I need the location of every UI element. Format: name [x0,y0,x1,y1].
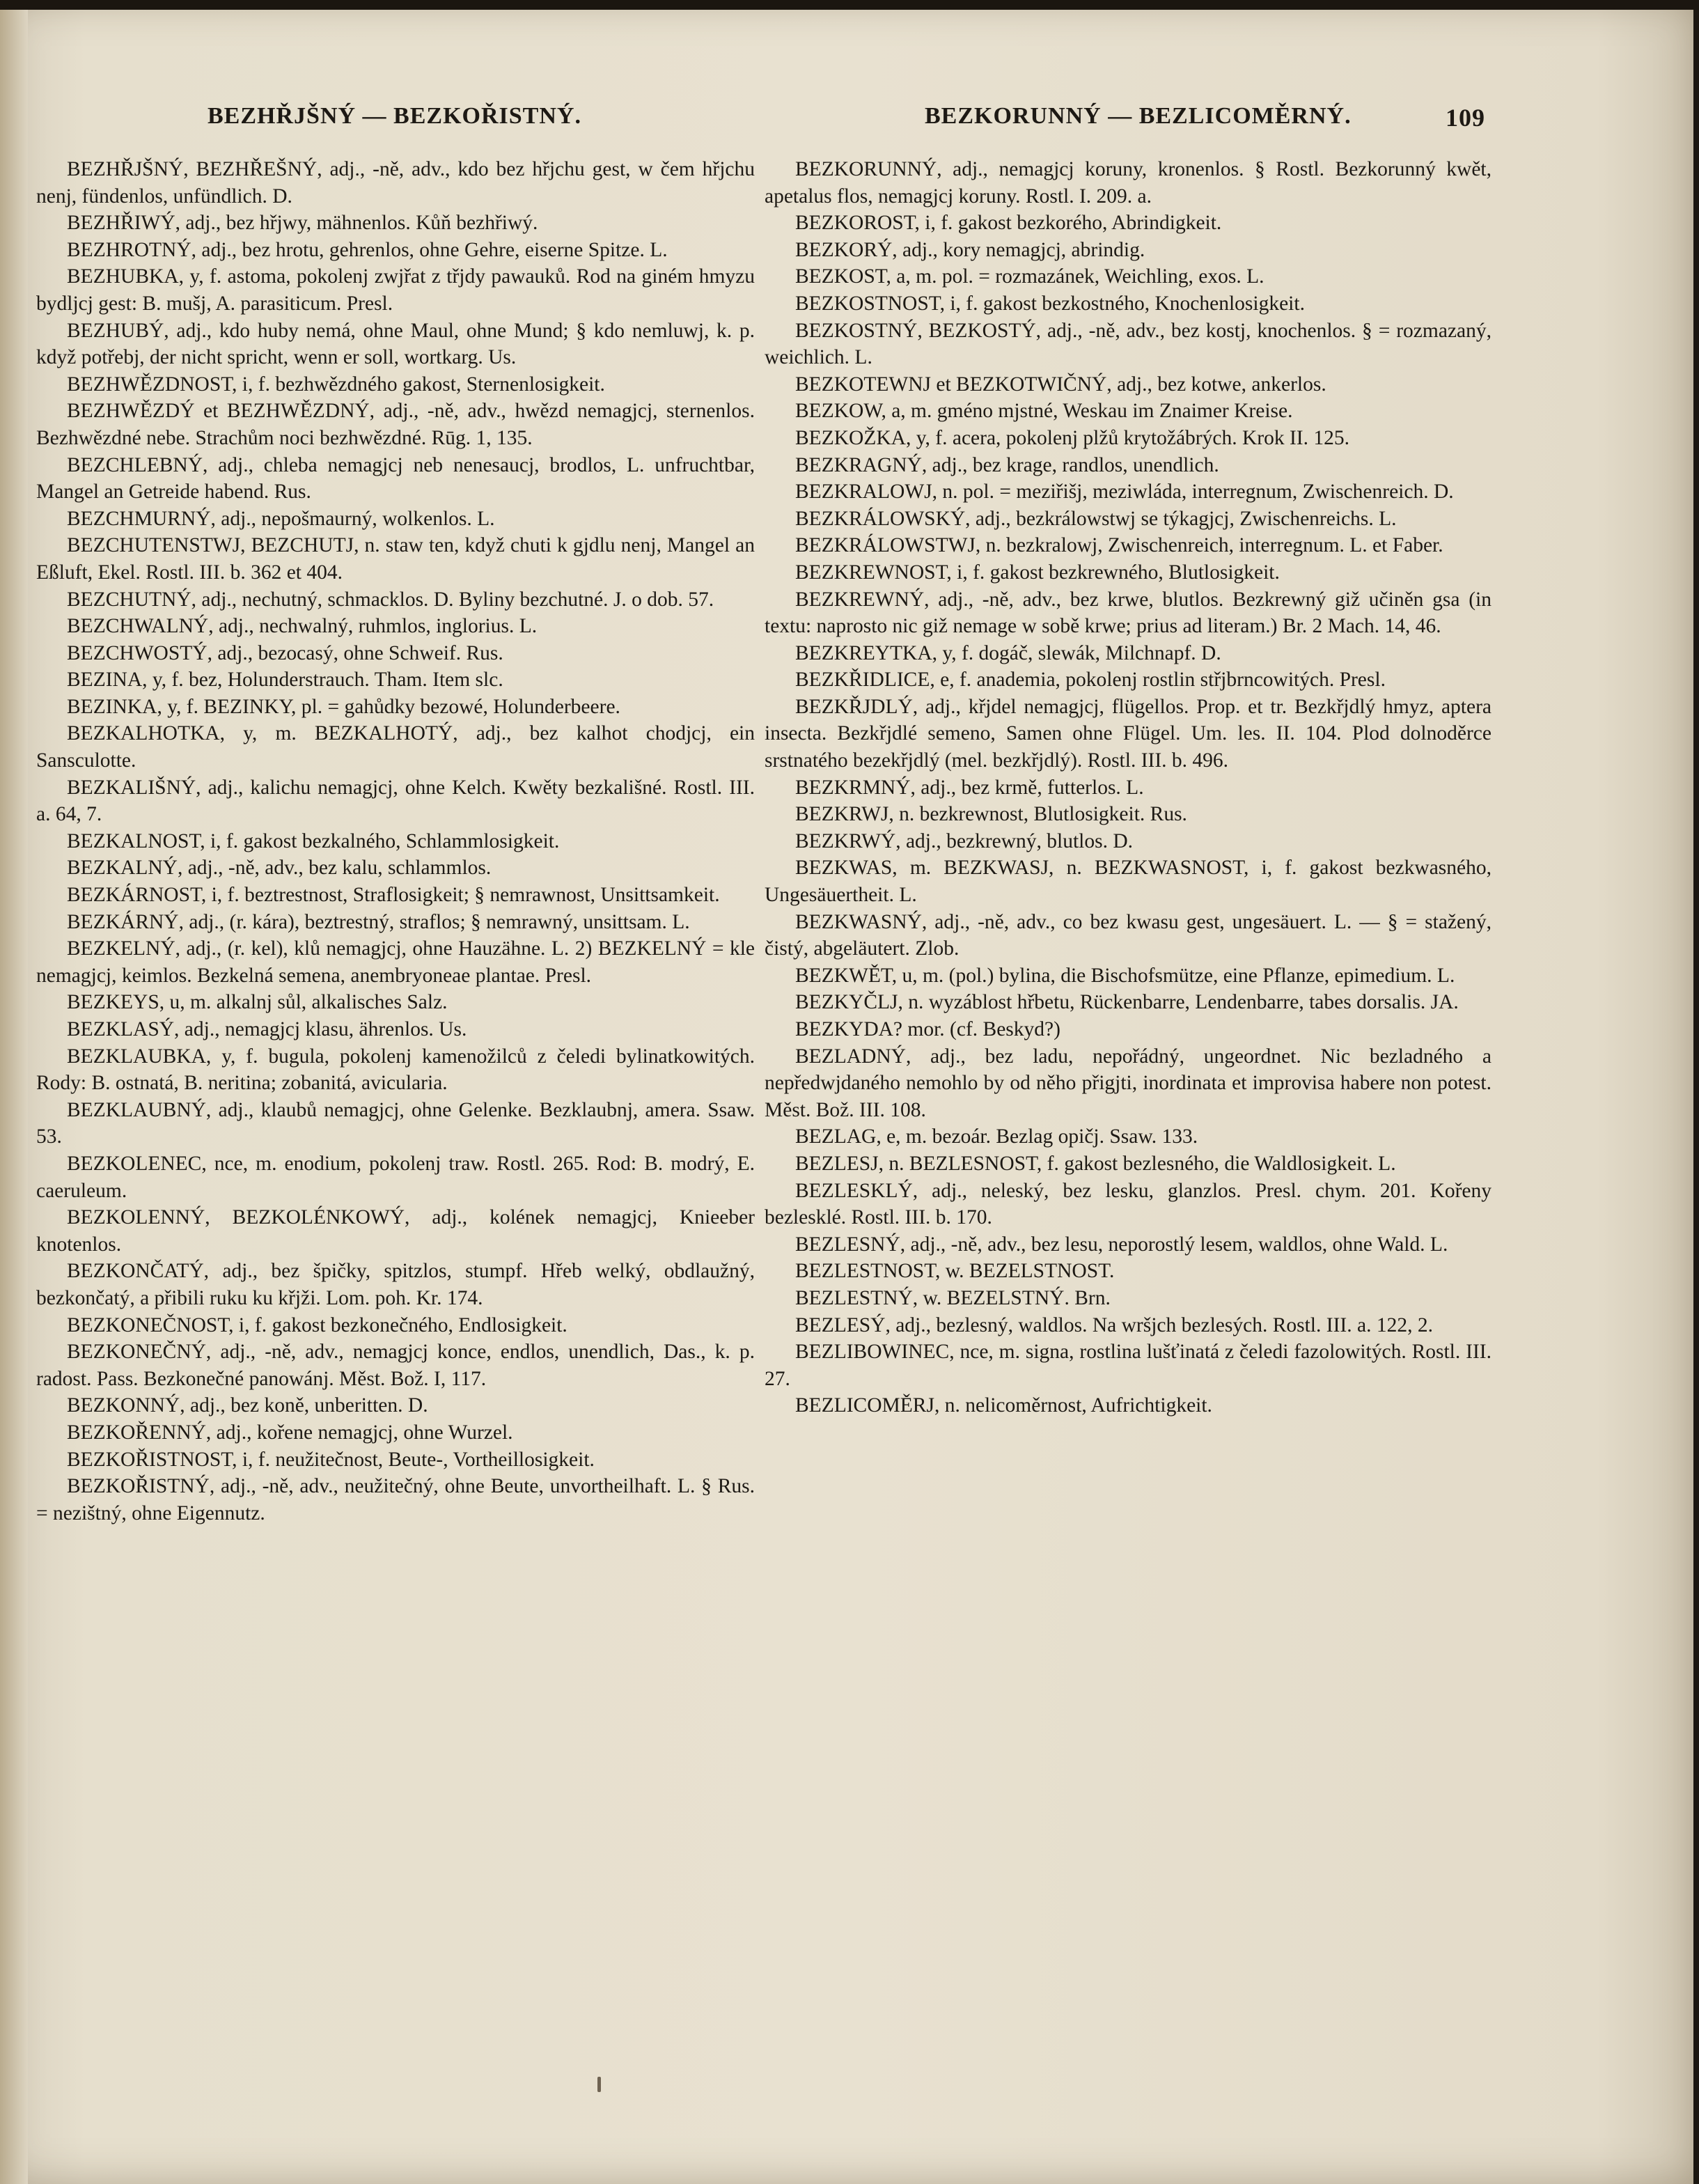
entry: BEZKALNOST, i, f. gakost bezkalného, Schlammlosigkeit. [67,829,560,852]
page-gutter-shadow [0,0,28,2184]
entry: BEZHŘIWÝ, adj., bez hřjwy, mähnenlos. Kůň bezhřiwý. [67,212,538,235]
entry: BEZKÁRNOST, i, f. beztrestnost, Straflosigkeit; § nemrawnost, Unsittsamkeit. [67,884,720,907]
entry: BEZKONEČNOST, i, f. gakost bezkonečného, Endlosigkeit. [67,1313,567,1336]
entry: BEZKREYTKA, y, f. dogáč, slewák, Milchnapf. D. [795,641,1221,664]
entry: BEZLESTNOST, w. BEZELSTNOST. [795,1260,1115,1283]
scan-top-edge [0,0,1699,10]
entry: BEZLAG, e, m. bezoár. Bezlag opičj. Ssaw. 133. [795,1125,1198,1148]
entry: BEZKONEČNÝ, adj., -ně, adv., nemagjcj konce, endlos, unendlich, Das., k. p. radost. Pass. Bezkonečné panowánj. Měst. Bož. I, 117. [36,1341,755,1390]
entry: BEZLADNÝ, adj., bez ladu, nepořádný, ungeordnet. Nic bezladného a nepředwjdaného nemohlo by od něho přigjti, inordinata et improvisa habere non potest. Měst. Bož. III. 108. [765,1045,1491,1121]
entry: BEZKYČLJ, n. wyzáblost hřbetu, Rückenbarre, Lendenbarre, tabes dorsalis. JA. [795,991,1459,1014]
entry: BEZKOŽKA, y, f. acera, pokolenj plžů krytožábrých. Krok II. 125. [795,426,1349,449]
entry: BEZKOŘISTNOST, i, f. neužitečnost, Beute-, Vortheillosigkeit. [67,1448,595,1471]
entry: BEZKRAGNÝ, adj., bez krage, randlos, unendlich. [795,453,1219,476]
entry: BEZINA, y, f. bez, Holunderstrauch. Tham. Item slc. [67,669,503,692]
entry: BEZCHMURNÝ, adj., nepošmaurný, wolkenlos. L. [67,507,495,530]
entry: BEZKOSTNÝ, BEZKOSTÝ, adj., -ně, adv., bez kostj, knochenlos. § = rozmazaný, weichlich. L. [765,319,1491,369]
scan-right-edge [1693,0,1699,2184]
entry: BEZKOW, a, m. gméno mjstné, Weskau im Znaimer Kreise. [795,400,1293,423]
entry: BEZLICOMĚRJ, n. nelicoměrnost, Aufrichtigkeit. [795,1394,1212,1417]
page-number: 109 [1446,104,1485,132]
entry: BEZKWAS, m. BEZKWASJ, n. BEZKWASNOST, i, f. gakost bezkwasného, Ungesäuertheit. L. [765,857,1491,907]
entry: BEZKRMNÝ, adj., bez krmě, futterlos. L. [795,776,1144,799]
entry: BEZKREWNOST, i, f. gakost bezkrewného, Blutlosigkeit. [795,561,1280,584]
print-blemish [597,2077,601,2092]
entry: BEZLESKLÝ, adj., neleský, bez lesku, glanzlos. Presl. chym. 201. Kořeny bezlesklé. Rostl. III. b. 170. [765,1179,1491,1229]
right-column [765,156,1491,1419]
left-column [36,156,755,1527]
entry: BEZCHUTNÝ, adj., nechutný, schmacklos. D. Byliny bezchutné. J. o dob. 57. [67,588,714,611]
entry: BEZKOSTNOST, i, f. gakost bezkostného, Knochenlosigkeit. [795,292,1305,315]
entry: BEZKOŘENNÝ, adj., kořene nemagjcj, ohne Wurzel. [67,1421,513,1444]
entry: BEZKONNÝ, adj., bez koně, unberitten. D. [67,1394,428,1417]
entry: BEZKOTEWNJ et BEZKOTWIČNÝ, adj., bez kotwe, ankerlos. [795,373,1326,396]
entry: BEZKWĚT, u, m. (pol.) bylina, die Bischofsmütze, eine Pflanze, epimedium. L. [795,964,1455,987]
entry: BEZKOŘISTNÝ, adj., -ně, adv., neužitečný, ohne Beute, unvortheilhaft. L. § Rus. = nezištný, ohne Eigennutz. [36,1475,755,1524]
entry: BEZKRALOWJ, n. pol. = meziřišj, meziwláda, interregnum, Zwischenreich. D. [795,481,1454,504]
entry: BEZCHWOSTÝ, adj., bezocasý, ohne Schweif. Rus. [67,641,503,664]
entry: BEZHŘJŠNÝ, BEZHŘEŠNÝ, adj., -ně, adv., kdo bez hřjchu gest, w čem hřjchu nenj, fündenlos, unfündlich. D. [36,158,755,208]
entry: BEZHUBÝ, adj., kdo huby nemá, ohne Maul, ohne Mund; § kdo nemluwj, k. p. když potřebj, der nicht spricht, wenn er soll, wortkarg. Us. [36,319,755,369]
entry: BEZKOROST, i, f. gakost bezkorého, Abrindigkeit. [795,212,1222,235]
entry: BEZKYDA? mor. (cf. Beskyd?) [795,1018,1060,1040]
entry: BEZKOLENEC, nce, m. enodium, pokolenj traw. Rostl. 265. Rod: B. modrý, E. caeruleum. [36,1152,755,1202]
entry: BEZKEYS, u, m. alkalnj sůl, alkalisches Salz. [67,991,448,1014]
entry: BEZKRWÝ, adj., bezkrewný, blutlos. D. [795,829,1134,852]
entry: BEZKALHOTKA, y, m. BEZKALHOTÝ, adj., bez kalhot chodjcj, ein Sansculotte. [36,722,755,772]
entry: BEZLESÝ, adj., bezlesný, waldlos. Na wršjch bezlesých. Rostl. III. a. 122, 2. [795,1313,1433,1336]
entry: BEZLESTNÝ, w. BEZELSTNÝ. Brn. [795,1286,1111,1309]
entry: BEZKÁRNÝ, adj., (r. kára), beztrestný, straflos; § nemrawný, unsittsam. L. [67,910,690,933]
entry: BEZKOLENNÝ, BEZKOLÉNKOWÝ, adj., kolének nemagjcj, Knieeber knotenlos. [36,1206,755,1256]
entry: BEZKALIŠNÝ, adj., kalichu nemagjcj, ohne Kelch. Kwěty bezkališné. Rostl. III. a. 64, 7. [36,776,755,826]
entry: BEZKWASNÝ, adj., -ně, adv., co bez kwasu gest, ungesäuert. L. — § = stažený, čistý, abgeläutert. Zlob. [765,910,1491,960]
entry: BEZKRÁLOWSKÝ, adj., bezkrálowstwj se týkagjcj, Zwischenreichs. L. [795,507,1397,530]
running-head-left: BEZHŘJŠNÝ — BEZKOŘISTNÝ. [208,103,581,129]
entry: BEZCHUTENSTWJ, BEZCHUTJ, n. staw ten, když chuti k gjdlu nenj, Mangel an Eßluft, Ekel. Rostl. III. b. 362 et 404. [36,534,755,584]
entry: BEZLESJ, n. BEZLESNOST, f. gakost bezlesného, die Waldlosigkeit. L. [795,1152,1396,1175]
entry: BEZKALNÝ, adj., -ně, adv., bez kalu, schlammlos. [67,857,492,880]
entry: BEZKORUNNÝ, adj., nemagjcj koruny, kronenlos. § Rostl. Bezkorunný kwět, apetalus flos, nemagjcj koruny. Rostl. I. 209. a. [765,158,1491,208]
entry: BEZHUBKA, y, f. astoma, pokolenj zwjřat z třjdy pawauků. Rod na giném hmyzu bydljcj gest: B. mušj, A. parasiticum. Presl. [36,265,755,315]
entry: BEZKLASÝ, adj., nemagjcj klasu, ährenlos. Us. [67,1018,467,1040]
entry: BEZKELNÝ, adj., (r. kel), klů nemagjcj, ohne Hauzähne. L. 2) BEZKELNÝ = kle nemagjcj, keimlos. Bezkelná semena, anembryoneae plantae. Presl. [36,937,755,987]
entry: BEZCHLEBNÝ, adj., chleba nemagjcj neb nenesaucj, brodlos, L. unfruchtbar, Mangel an Getreide habend. Rus. [36,453,755,504]
entry: BEZKONČATÝ, adj., bez špičky, spitzlos, stumpf. Hřeb welký, obdlaužný, bezkončatý, a přibili ruku ku křjži. Lom. poh. Kr. 174. [36,1260,755,1309]
entry: BEZKRÁLOWSTWJ, n. bezkralowj, Zwischenreich, interregnum. L. et Faber. [795,534,1443,557]
entry: BEZKREWNÝ, adj., -ně, adv., bez krwe, blutlos. Bezkrewný giž učiněn gsa (in textu: naprosto nic giž nemage w sobě krwe; prius ad literam.) Br. 2 Mach. 14, 46. [765,588,1491,638]
entry: BEZKLAUBNÝ, adj., klaubů nemagjcj, ohne Gelenke. Bezklaubnj, amera. Ssaw. 53. [36,1098,755,1148]
entry: BEZHWĚZDNOST, i, f. bezhwězdného gakost, Sternenlosigkeit. [67,373,605,396]
entry: BEZLESNÝ, adj., -ně, adv., bez lesu, neporostlý lesem, waldlos, ohne Wald. L. [795,1233,1448,1256]
entry: BEZLIBOWINEC, nce, m. signa, rostlina lušťinatá z čeledi fazolowitých. Rostl. III. 27. [765,1341,1491,1390]
entry: BEZHWĚZDÝ et BEZHWĚZDNÝ, adj., -ně, adv., hwězd nemagjcj, sternenlos. Bezhwězdné nebe. Strachům noci bezhwězdné. Rūg. 1, 135. [36,400,755,449]
entry: BEZKRWJ, n. bezkrewnost, Blutlosigkeit. Rus. [795,803,1187,826]
entry: BEZKOST, a, m. pol. = rozmazánek, Weichling, exos. L. [795,265,1265,288]
entry: BEZCHWALNÝ, adj., nechwalný, ruhmlos, inglorius. L. [67,615,538,638]
entry: BEZKŘJDLÝ, adj., křjdel nemagjcj, flügellos. Prop. et tr. Bezkřjdlý hmyz, aptera insecta. Bezkřjdlé semeno, Samen ohne Flügel. Um. les. II. 104. Plod dolnoděrce srstnatého bezekřjdlý (mel. bezkřjdlý). Rostl. III. b. 496. [765,695,1491,772]
entry: BEZKORÝ, adj., kory nemagjcj, abrindig. [795,238,1145,261]
entry: BEZKŘIDLICE, e, f. anademia, pokolenj rostlin střjbrncowitých. Presl. [795,669,1386,692]
entry: BEZINKA, y, f. BEZINKY, pl. = gahůdky bezowé, Holunderbeere. [67,695,620,718]
running-head-right: BEZKORUNNÝ — BEZLICOMĚRNÝ. [925,103,1352,129]
entry: BEZKLAUBKA, y, f. bugula, pokolenj kamenožilců z čeledi bylinatkowitých. Rody: B. ostnatá, B. neritina; zobanitá, avicularia. [36,1045,755,1095]
entry: BEZHROTNÝ, adj., bez hrotu, gehrenlos, ohne Gehre, eiserne Spitze. L. [67,238,668,261]
